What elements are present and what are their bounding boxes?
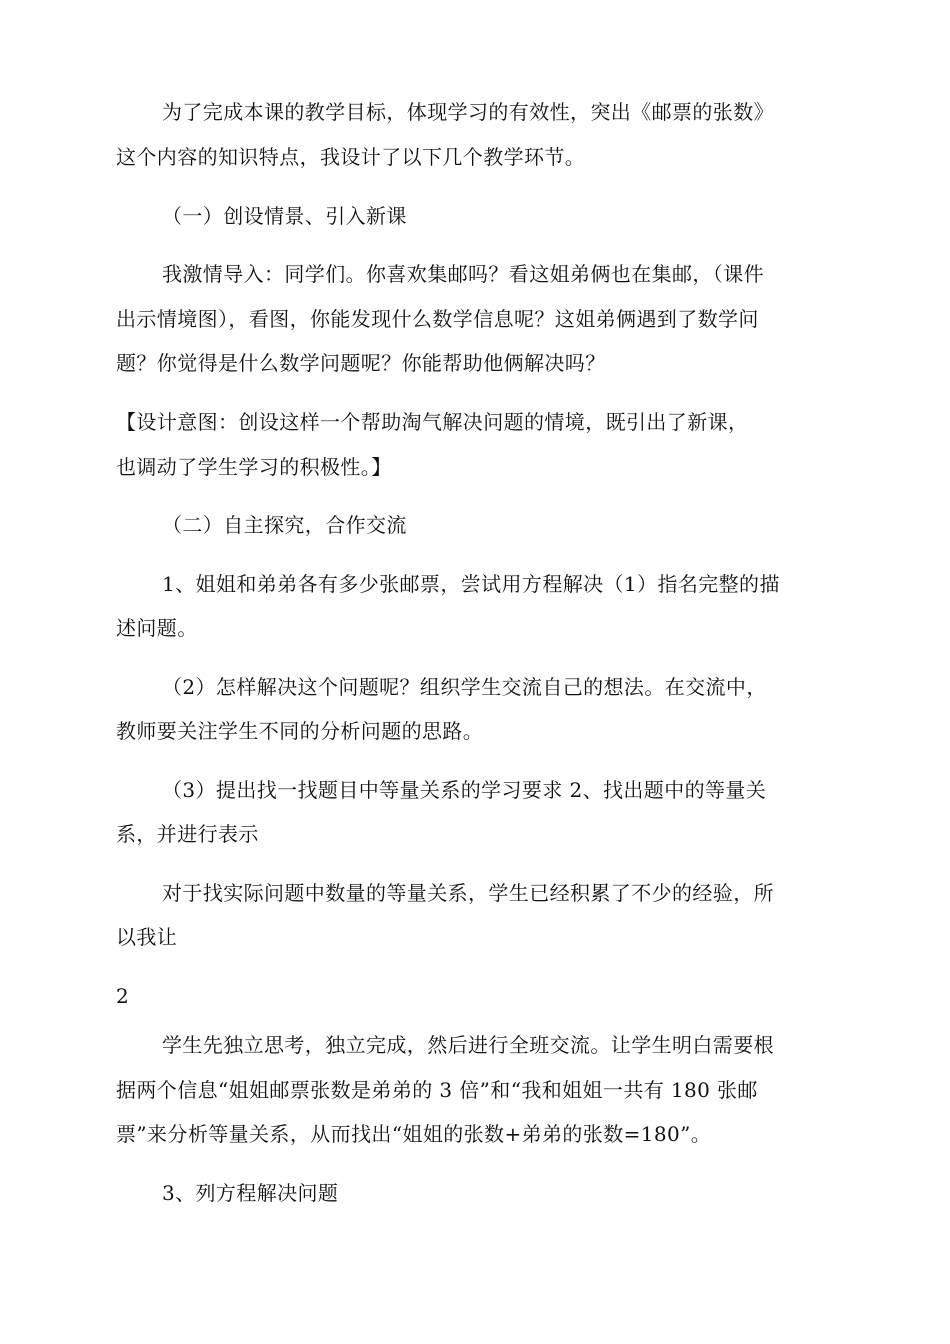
discussion-paragraph-line-1: 学生先独立思考，独立完成，然后进行全班交流。让学生明白需要根	[162, 1033, 774, 1057]
discussion-paragraph-line-3: 票”来分析等量关系，从而找出“姐姐的张数+弟弟的张数=180”。	[116, 1122, 712, 1146]
step-1-line-1: 1、姐姐和弟弟各有多少张邮票，尝试用方程解决（1）指名完整的描	[162, 572, 780, 596]
intro-activity-line-3: 题？你觉得是什么数学问题呢？你能帮助他俩解决吗？	[116, 351, 606, 375]
experience-paragraph-line-1: 对于找实际问题中数量的等量关系，学生已经积累了不少的经验，所	[162, 881, 774, 905]
design-intent-line-2: 也调动了学生学习的积极性。】	[116, 455, 392, 479]
step-1-line-2: 述问题。	[116, 616, 198, 640]
experience-paragraph-line-2: 以我让	[116, 925, 178, 949]
intro-activity-line-1: 我激情导入：同学们。你喜欢集邮吗？看这姐弟俩也在集邮，（课件	[162, 262, 764, 286]
design-intent-line-1: 【设计意图：创设这样一个帮助淘气解决问题的情境，既引出了新课，	[116, 410, 749, 434]
section-2-heading: （二）自主探究，合作交流	[162, 513, 407, 537]
page-number: 2	[116, 984, 130, 1008]
section-1-heading: （一）创设情景、引入新课	[162, 204, 407, 228]
step-3-line-1: （3）提出找一找题目中等量关系的学习要求 2、找出题中的等量关	[162, 778, 767, 802]
step-3-line-2: 系，并进行表示	[116, 822, 259, 846]
intro-activity-line-2: 出示情境图），看图，你能发现什么数学信息呢？这姐弟俩遇到了数学问	[116, 307, 759, 331]
step-2-line-2: 教师要关注学生不同的分析问题的思路。	[116, 719, 484, 743]
intro-paragraph-line-2: 这个内容的知识特点，我设计了以下几个教学环节。	[116, 145, 586, 169]
discussion-paragraph-line-2: 据两个信息“姐姐邮票张数是弟弟的 3 倍”和“我和姐姐一共有 180 张邮	[116, 1078, 758, 1102]
step-2-line-1: （2）怎样解决这个问题呢？组织学生交流自己的想法。在交流中，	[162, 675, 767, 699]
step-4-heading: 3、列方程解决问题	[162, 1181, 339, 1205]
intro-paragraph-line-1: 为了完成本课的教学目标，体现学习的有效性，突出《邮票的张数》	[162, 100, 774, 124]
